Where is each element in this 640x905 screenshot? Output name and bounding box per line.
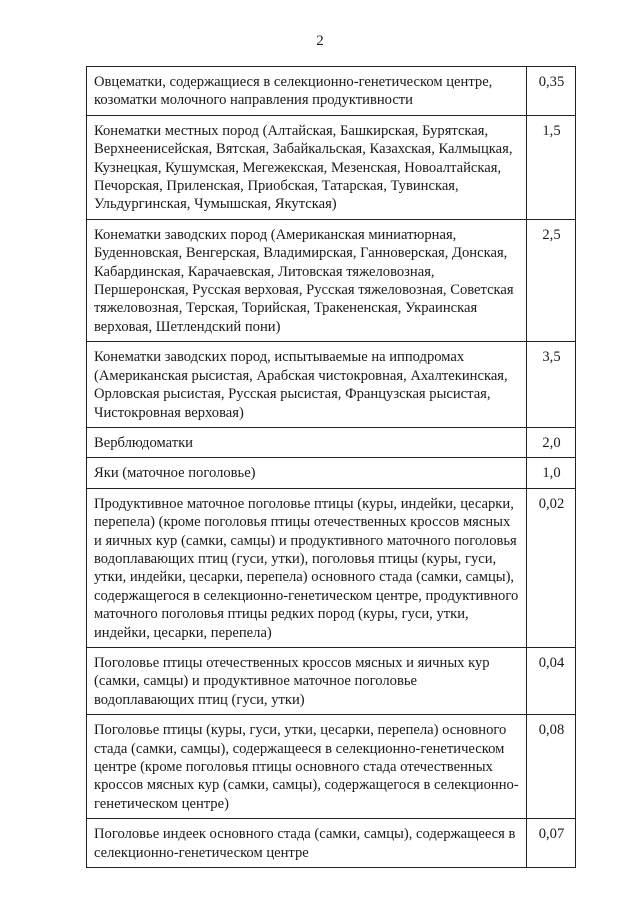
table-row (87, 647, 576, 714)
row-description: Яки (маточное поголовье) (87, 458, 527, 488)
row-value: 2,0 (527, 427, 576, 457)
table-row (87, 342, 576, 428)
table-row (87, 488, 576, 647)
row-value: 0,08 (527, 715, 576, 819)
row-value: 1,5 (527, 115, 576, 219)
table-row (87, 458, 576, 488)
row-description: Поголовье птицы отечественных кроссов мясных и яичных кур (самки, самцы) и продуктивное маточное поголовье водоплавающих птиц (гуси, утки) (87, 647, 527, 714)
row-description: Верблюдоматки (87, 427, 527, 457)
table-row (87, 715, 576, 819)
row-value: 0,35 (527, 67, 576, 116)
row-description: Овцематки, содержащиеся в селекционно-генетическом центре, козоматки молочного направления продуктивности (87, 67, 527, 116)
row-description: Поголовье индеек основного стада (самки, самцы), содержащееся в селекционно-генетическом центре (87, 819, 527, 868)
table-row (87, 819, 576, 868)
coefficient-table (86, 66, 576, 868)
table-row (87, 67, 576, 116)
row-value: 2,5 (527, 219, 576, 341)
table-row (87, 115, 576, 219)
table-row (87, 219, 576, 341)
row-description: Продуктивное маточное поголовье птицы (куры, индейки, цесарки, перепела) (кроме поголовья птицы отечественных кроссов мясных и яичных кур (самки, самцы) и продуктивного маточного поголовья водоплавающих птиц (гуси, утки), поголовья птицы (куры, гуси, утки, индейки, цесарки, перепела) основного стада (самки, самцы), содержащегося в селекционно-генетическом центре, продуктивного маточного поголовья птицы редких пород (куры, гуси, утки, индейки, цесарки, перепела) (87, 488, 527, 647)
page-number: 2 (316, 33, 324, 49)
row-value: 0,07 (527, 819, 576, 868)
row-description: Конематки заводских пород, испытываемые на ипподромах (Американская рысистая, Арабская чистокровная, Ахалтекинская, Орловская рысистая, Русская рысистая, Французская рысистая, Чистокровная верховая) (87, 342, 527, 428)
row-description: Конематки заводских пород (Американская миниатюрная, Буденновская, Венгерская, Владимирская, Ганноверская, Донская, Кабардинская, Карачаевская, Литовская тяжеловозная, Першеронская, Русская верховая, Русская тяжеловозная, Советская тяжеловозная, Терская, Торийская, Тракененская, Украинская верховая, Шетлендский пони) (87, 219, 527, 341)
row-value: 1,0 (527, 458, 576, 488)
row-description: Поголовье птицы (куры, гуси, утки, цесарки, перепела) основного стада (самки, самцы), содержащееся в селекционно-генетическом центре (кроме поголовья птицы основного стада отечественных кроссов мясных кур (самки, самцы), содержащегося в селекционно-генетическом центре) (87, 715, 527, 819)
row-description: Конематки местных пород (Алтайская, Башкирская, Бурятская, Верхнеенисейская, Вятская, Забайкальская, Казахская, Калмыцкая, Кузнецкая, Кушумская, Мегежекская, Мезенская, Новоалтайская, Печорская, Приленская, Приобская, Татарская, Тувинская, Ульдургинская, Чумышская, Якутская) (87, 115, 527, 219)
table-row (87, 427, 576, 457)
row-value: 3,5 (527, 342, 576, 428)
row-value: 0,02 (527, 488, 576, 647)
row-value: 0,04 (527, 647, 576, 714)
